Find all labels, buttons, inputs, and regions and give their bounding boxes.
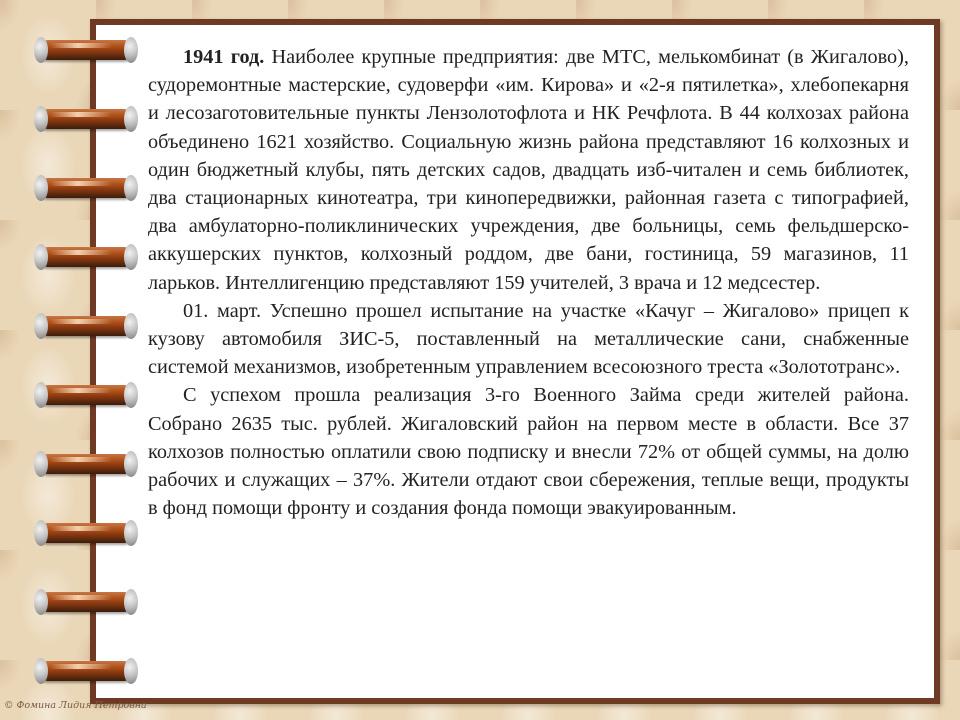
spiral-ring [36,589,136,615]
spiral-ring [36,37,136,63]
spiral-ring [36,244,136,270]
spiral-ring [36,658,136,684]
paragraph-1941 [148,43,909,297]
spiral-ring [36,313,136,339]
spiral-ring [36,175,136,201]
paragraph-1941-text: Наиболее крупные предприятия: две МТС, мелькомбинат (в Жигалово), судоремонтные мастерские, судоверфи «им. Кирова» и «2-я пятилетка», хлебопекарня и лесозаготовительные пункты Лензолотофлота и НК Речфлота. В 44 колхозах района объединено 1621 хозяйство. Социальную жизнь района представляют 16 колхозных и один бюджетный клубы, пять детских садов, двадцать изб-читален и семь библиотек, два стационарных кинотеатра, три кинопередвижки, районная газета с типографией, два амбулаторно-поликлинических учреждения, две больницы, семь фельдшерско-аккушерских пунктов, колхозный роддом, две бани, гостиница, 59 магазинов, 11 ларьков. Интеллигенцию представляют 159 учителей, 3 врача и 12 медсестер. [148,46,909,294]
author-watermark: © Фомина Лидия Петровна [4,700,147,711]
document-body [148,43,909,522]
paragraph-war-loan: С успехом прошла реализация 3-го Военного Займа среди жителей района. Собрано 2635 тыс. рублей. Жигаловский район на первом месте в области. Все 37 колхозов полностью оплатили свою подписку и внесли 72% от общей суммы, на долю рабочих и служащих – 37%. Жители отдают свои сбережения, теплые вещи, продукты в фонд помощи фронту и создания фонда помощи эвакуированным. [148,384,909,520]
paragraph-march: 01. март. Успешно прошел испытание на участке «Качуг – Жигалово» прицеп к кузову автомобиля ЗИС-5, поставленный на металлические сани, снабженные системой механизмов, изобретенным управлением всесоюзного треста «Золототранс». [148,299,909,379]
spiral-ring [36,451,136,477]
year-heading: 1941 год. [183,46,265,68]
spiral-ring [36,382,136,408]
spiral-ring [36,106,136,132]
spiral-ring [36,520,136,546]
notebook-page [90,19,940,704]
